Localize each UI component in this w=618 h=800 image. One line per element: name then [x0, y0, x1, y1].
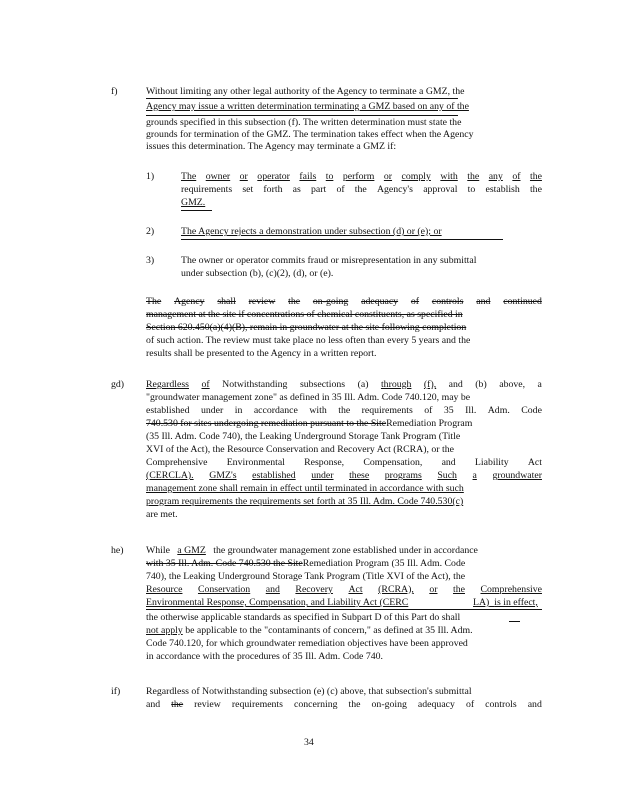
subsection-he-text-line: Environmental Response, Compensation, and Liability Act (CERC: [146, 597, 409, 608]
subsection-he-text-line: in accordance with the procedures of 35 Ill. Adm. Code 740.: [146, 651, 383, 662]
subsection-f-label: f): [111, 86, 118, 97]
subsection-he-text-line: While a GMZ the groundwater management zone established under in accordance: [146, 545, 478, 556]
subsection-gd-text-line: program requirements the requirements set forth at 35 Ill. Adm. Code 740.530(c): [146, 496, 464, 507]
subsection-f-text-line: grounds for termination of the GMZ. The termination takes effect when the Agency: [146, 129, 474, 140]
page-number: 34: [304, 737, 314, 748]
subsection-if-label: if): [111, 686, 121, 697]
subsection-he-text-line: not apply be applicable to the "contaminants of concern," as defined at 35 Ill. Adm.: [146, 625, 473, 636]
subsection-if-text-line: and the review requirements concerning the on-going adequacy of controls and: [146, 699, 542, 710]
insertion-rule: [181, 210, 212, 211]
subsection-he-text-line: with 35 Ill. Adm. Code 740.530 the SiteRemediation Program (35 Ill. Adm. Code: [146, 558, 466, 569]
subsection-he-text-line-end: LA) is in effect,: [473, 597, 538, 608]
text-line: of such action. The review must take place no less often than every 5 years and the: [146, 335, 471, 346]
subsection-gd-text-line: (35 Ill. Adm. Code 740), the Leaking Underground Storage Tank Program (Title: [146, 431, 461, 442]
subsection-f-text-line: Without limiting any other legal authority of the Agency to terminate a GMZ, the: [146, 86, 465, 97]
list-item-text-line: requirements set forth as part of the Agency's approval to establish the: [181, 184, 542, 195]
subsection-he-text-line: the otherwise applicable standards as specified in Subpart D of this Part do shall: [146, 612, 461, 623]
subsection-f-text-line: issues this determination. The Agency may terminate a GMZ if:: [146, 141, 397, 152]
subsection-he-label: he): [111, 545, 124, 556]
subsection-if-text-line: Regardless of Notwithstanding subsection (e) (c) above, that subsection's submittal: [146, 686, 472, 697]
insertion-rule: [181, 239, 503, 240]
subsection-he-text-line: 740), the Leaking Underground Storage Tank Program (Title XVI of the Act), the: [146, 571, 466, 582]
subsection-he-text-line: Resource Conservation and Recovery Act (RCRA), or the Comprehensive: [146, 584, 542, 595]
insertion-rule: [509, 621, 520, 622]
list-item-number: 1): [146, 171, 155, 182]
deleted-text-line: management at the site if concentrations of chemical constituents, as specified in: [146, 309, 463, 320]
subsection-gd-text-line: XVI of the Act), the Resource Conservation and Recovery Act (RCRA), or the: [146, 444, 454, 455]
subsection-gd-text-line: management zone shall remain in effect until terminated in accordance with such: [146, 483, 464, 494]
list-item-text-line: The owner or operator fails to perform or comply with the any of the: [181, 171, 542, 182]
subsection-he-text-line: Code 740.120, for which groundwater remediation objectives have been approved: [146, 638, 468, 649]
list-item-number: 2): [146, 226, 155, 237]
list-item-text-line: under subsection (b), (c)(2), (d), or (e).: [181, 268, 334, 279]
deleted-text-line: Section 620.450(a)(4)(B), remain in groundwater at the site following completion: [146, 322, 467, 333]
list-item-text-line: The Agency rejects a demonstration under subsection (d) or (e); or: [181, 226, 442, 237]
subsection-f-text-line: Agency may issue a written determination terminating a GMZ based on any of the: [146, 101, 469, 112]
subsection-gd-text-line: "groundwater management zone" as defined in 35 Ill. Adm. Code 740.120, may be: [146, 392, 471, 403]
subsection-gd-text-line: Regardless of Notwithstanding subsections (a) through (f), and (b) above, a: [146, 379, 542, 390]
insertion-rule: [146, 115, 458, 116]
list-item-number: 3): [146, 255, 155, 266]
list-item-text-line: The owner or operator commits fraud or misrepresentation in any submittal: [181, 255, 477, 266]
subsection-gd-text-line: (CERCLA). GMZ's established under these programs Such a groundwater: [146, 470, 542, 481]
text-line: results shall be presented to the Agency in a written report.: [146, 348, 377, 359]
insertion-rule: [146, 98, 458, 99]
subsection-f-text-line: grounds specified in this subsection (f). The written determination must state the: [146, 117, 462, 128]
subsection-gd-text-line: are met.: [146, 509, 178, 520]
list-item-text-line: GMZ.: [181, 197, 206, 208]
subsection-gd-text-line: Comprehensive Environmental Response, Compensation, and Liability Act: [146, 457, 542, 468]
subsection-gd-text-line: 740.530 for sites undergoing remediation pursuant to the SiteRemediation Program: [146, 418, 473, 429]
subsection-gd-text-line: established under in accordance with the requirements of 35 Ill. Adm. Code: [146, 405, 542, 416]
insertion-rule: [146, 609, 542, 610]
subsection-gd-label: gd): [111, 379, 125, 390]
deleted-text-line: The Agency shall review the on-going adequacy of controls and continued: [146, 296, 542, 307]
